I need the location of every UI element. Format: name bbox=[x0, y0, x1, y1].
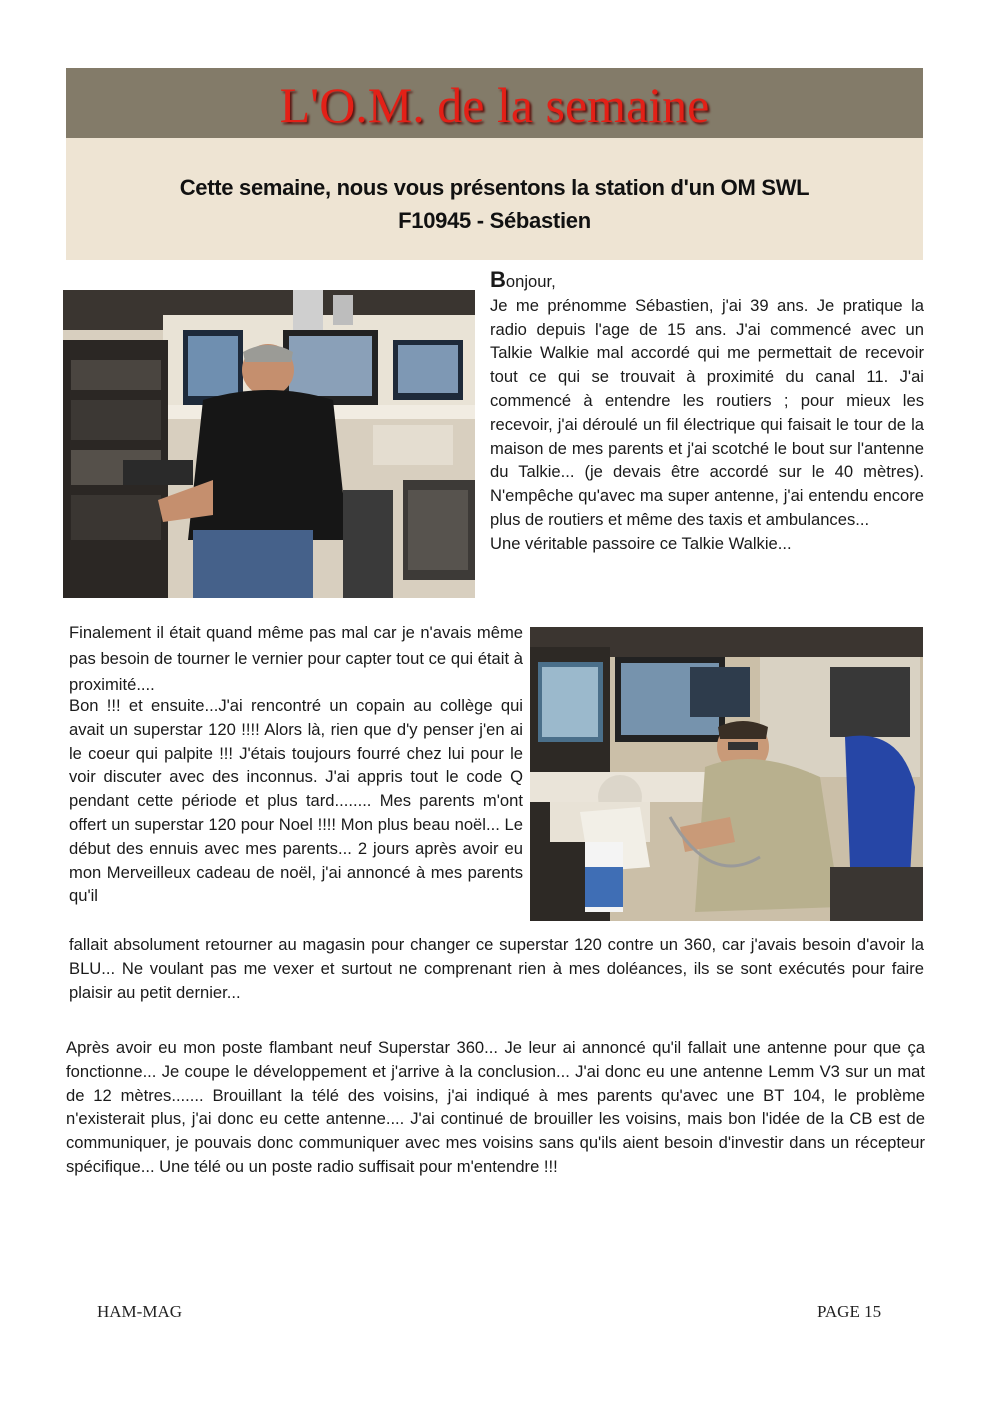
subtitle-line-1: Cette semaine, nous vous présentons la station d'un OM SWL bbox=[179, 175, 810, 200]
title-banner bbox=[66, 68, 923, 138]
intro-text bbox=[490, 268, 924, 556]
footer-page-number: PAGE 15 bbox=[817, 1302, 882, 1321]
story-para-2-wrapped-text: Bon !!! et ensuite...J'ai rencontré un copain au collège qui avait un superstar 120 !!!! Alors là, rien que d'y penser j'en ai le coeur qui palpite !!! J'étais toujours fourré chez lui pour le voir discuter avec des inconnus. J'ai appris tout le code Q pendant cette période et plus tard........ Mes parents m'ont offert un superstar 120 pour Noel !!!! Mon plus beau noël... Le début des ennuis avec mes parents... 2 jours après avoir eu mon Merveilleux cadeau de noël, j'ai annoncé à mes parents qu'il bbox=[69, 696, 523, 906]
final-paragraph bbox=[66, 1036, 925, 1179]
story-para-1 bbox=[69, 620, 523, 698]
subtitle-box bbox=[66, 138, 923, 260]
footer-magazine: HAM-MAG bbox=[97, 1302, 182, 1321]
intro-greeting-rest: onjour, bbox=[505, 272, 556, 291]
intro-greeting bbox=[490, 268, 924, 294]
intro-closing: Une véritable passoire ce Talkie Walkie... bbox=[490, 533, 792, 553]
story-para-2-wrapped bbox=[69, 694, 523, 908]
intro-dropcap: B bbox=[490, 267, 506, 292]
story-para-1-text: Finalement il était quand même pas mal car je n'avais même pas besoin de tourner le vernier pour capter tout ce qui était à proximité.... bbox=[69, 623, 523, 694]
intro-paragraph: Je me prénomme Sébastien, j'ai 39 ans. Je pratique la radio depuis l'age de 15 ans. J'ai commencé avec un Talkie Walkie mal accordé qui me permettait de recevoir tout ce qui se trouvait à proximité du canal 11. J'ai commencé à entendre les routiers ; pour mieux les recevoir, j'ai déroulé un fil électrique qui faisait le tour de la maison de mes parents et j'ai scotché le bout sur l'antenne du Talkie... (je devais être accordé sur le 40 mètres). N'empêche qu'avec ma super antenne, j'ai entendu encore plus de routiers et même des taxis et ambulances... bbox=[490, 295, 924, 529]
station-photo-2 bbox=[530, 627, 923, 921]
story-para-2-full bbox=[69, 933, 924, 1004]
station-photo-1 bbox=[63, 290, 475, 598]
final-paragraph-text: Après avoir eu mon poste flambant neuf Superstar 360... Je leur ai annoncé qu'il fallait une antenne pour que ça fonctionne... Je coupe le développement et j'arrive à la conclusion... J'ai donc eu une antenne Lemm V3 sur un mat de 12 mètres....... Brouillant la télé des voisins, j'ai indiqué à mes parents qu'avec une BT 104, le problème n'existerait plus, j'ai donc eu cette antenne.... J'ai continué de brouiller les voisins, mais bon l'idée de la CB est de communiquer, je pouvais donc communiquer avec mes voisins sans qu'ils aient besoin d'investir dans un récepteur spécifique... Une télé ou un poste radio suffisait pour m'entendre !!! bbox=[66, 1038, 925, 1176]
story-para-2-full-text: fallait absolument retourner au magasin pour changer ce superstar 120 contre un 360, car j'avais besoin d'avoir la BLU... Ne voulant pas me vexer et surtout ne comprenant rien à mes doléances, ils se sont exécutés pour faire plaisir au petit dernier... bbox=[69, 935, 924, 1002]
subtitle-line-2: F10945 - Sébastien bbox=[398, 208, 591, 233]
page-title: L'O.M. de la semaine bbox=[279, 77, 710, 133]
